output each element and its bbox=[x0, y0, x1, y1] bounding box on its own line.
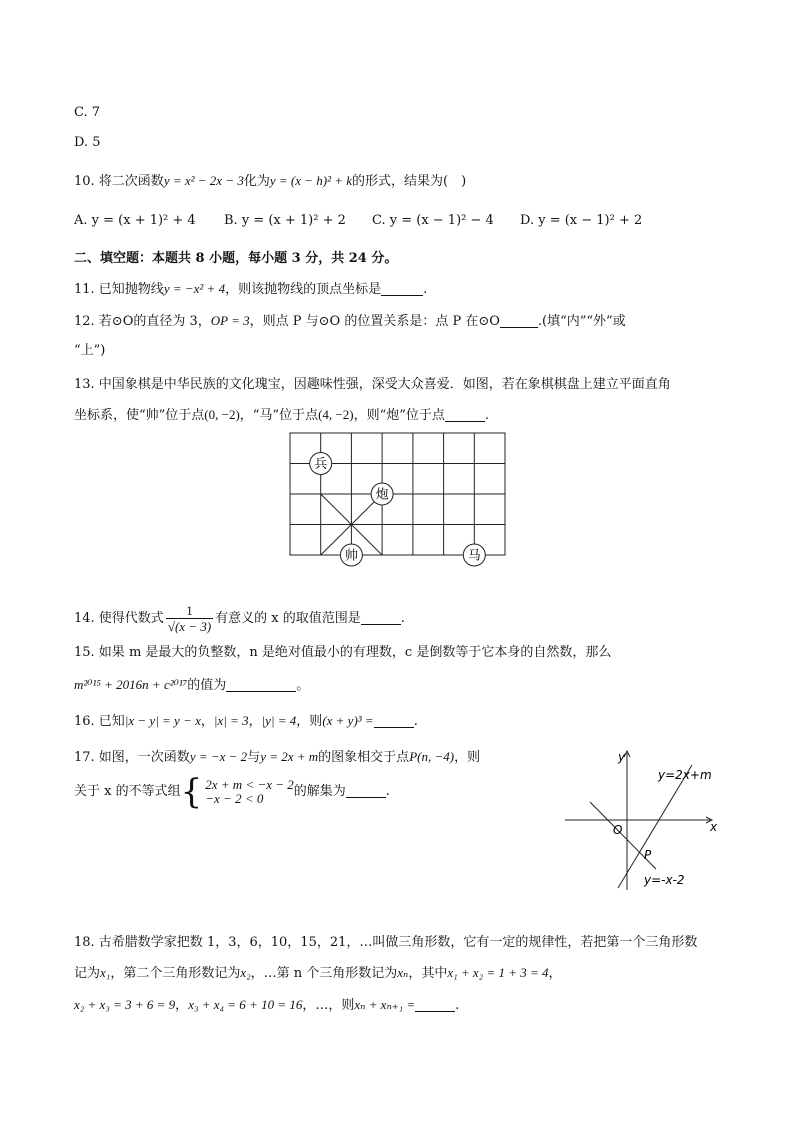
question-13-line2 bbox=[74, 406, 489, 425]
q18-end: . bbox=[455, 998, 460, 1013]
origin-label: O bbox=[613, 823, 623, 837]
svg-text:帅: 帅 bbox=[344, 548, 358, 564]
q13-point-shuai: (0, −2) bbox=[204, 407, 240, 422]
q17-expr2: y = 2x + m bbox=[260, 749, 319, 764]
q11-prefix: 11. 已知抛物线 bbox=[74, 282, 164, 297]
question-17-line2 bbox=[74, 772, 390, 812]
chess-board-figure bbox=[285, 428, 515, 570]
piece-ma bbox=[463, 544, 485, 566]
q17-text-b: 的解集为 bbox=[293, 784, 346, 799]
svg-text:炮: 炮 bbox=[375, 487, 389, 503]
q14-suffix: 有意义的 x 的取值范围是 bbox=[215, 611, 361, 626]
q18-x2: x₂ bbox=[240, 965, 251, 980]
q14-fraction bbox=[166, 604, 213, 634]
point-p-label: P bbox=[644, 848, 652, 862]
q11-expr: y = −x² + 4 bbox=[163, 281, 226, 296]
q18-text-b: ，第二个三角形数记为 bbox=[110, 966, 241, 981]
q11-end: . bbox=[423, 282, 428, 297]
q10-mid: 化为 bbox=[243, 174, 270, 189]
q18-expr2: x₂ + x₃ = 3 + 6 = 9 bbox=[74, 997, 176, 1012]
question-15-line2 bbox=[74, 676, 309, 695]
q16-end: . bbox=[413, 714, 418, 729]
q18-text-a: 记为 bbox=[74, 966, 101, 981]
q13-text-c: ，则“炮”位于点 bbox=[353, 408, 445, 423]
question-17-line1 bbox=[74, 748, 480, 767]
q13-point-ma: (4, −2) bbox=[318, 407, 354, 422]
q18-expr1: x₁ + x₂ = 1 + 3 = 4 bbox=[447, 965, 549, 980]
svg-text:兵: 兵 bbox=[314, 457, 328, 472]
q12-suffix: ，则点 P 与⊙O 的位置关系是：点 P 在⊙O bbox=[249, 314, 500, 329]
piece-pao bbox=[371, 483, 393, 505]
q16-expr1: |x − y| = y − x bbox=[124, 713, 201, 728]
line-y-2x-m bbox=[618, 765, 692, 888]
question-12-line2: “上”) bbox=[74, 343, 106, 358]
q18-x1: x₁ bbox=[100, 965, 111, 980]
q18-text-c: ，…第 n 个三角形数记为 bbox=[250, 966, 398, 981]
question-11 bbox=[74, 280, 427, 299]
q15-expr: m²⁰¹⁵ + 2016n + c²⁰¹⁷ bbox=[74, 677, 188, 692]
question-10-options bbox=[74, 212, 642, 230]
q17-mid: 与 bbox=[247, 750, 261, 765]
q14-prefix: 14. 使得代数式 bbox=[74, 611, 164, 626]
svg-text:马: 马 bbox=[467, 548, 481, 564]
q13-text-a: 坐标系，使“帅”位于点 bbox=[74, 408, 205, 423]
line1-label: y=2x+m bbox=[658, 768, 712, 782]
q16-expr3: |y| = 4 bbox=[261, 713, 297, 728]
q13-blank[interactable] bbox=[445, 407, 485, 422]
q10-option-d: D. y = (x − 1)² + 2 bbox=[520, 213, 643, 228]
q17-end2: . bbox=[385, 784, 390, 799]
q14-blank[interactable] bbox=[361, 610, 401, 625]
q11-blank[interactable] bbox=[381, 281, 423, 296]
question-12 bbox=[74, 312, 626, 331]
q17-end: ，则 bbox=[454, 750, 481, 765]
board-grid bbox=[290, 433, 505, 555]
x-axis-label: x bbox=[710, 820, 718, 834]
q12-blank[interactable] bbox=[500, 313, 538, 328]
q13-end: . bbox=[484, 408, 490, 423]
q16-mid: ，则 bbox=[296, 714, 323, 729]
q10-option-c: C. y = (x − 1)² − 4 bbox=[372, 213, 494, 228]
q11-suffix: ，则该抛物线的顶点坐标是 bbox=[225, 282, 382, 297]
q16-prefix: 16. 已知 bbox=[74, 714, 125, 729]
q12-expr: OP = 3 bbox=[210, 313, 250, 328]
question-15-line1: 15. 如果 m 是最大的负整数，n 是绝对值最小的有理数，c 是倒数等于它本身的自然数，那么 bbox=[74, 645, 612, 660]
q16-expr4: (x + y)³ = bbox=[322, 713, 374, 728]
q14-denominator: √(x − 3) bbox=[167, 618, 212, 634]
q18-xn: xₙ bbox=[397, 965, 409, 980]
q14-end: . bbox=[400, 611, 405, 626]
q16-blank[interactable] bbox=[374, 713, 414, 728]
question-18-line3: x₂ + x₃ = 3 + 6 = 9，x₃ + x₄ = 6 + 10 = 16，…，则xₙ + xₙ₊₁ = . bbox=[74, 997, 460, 1013]
q18-expr3: x₃ + x₄ = 6 + 10 = 16 bbox=[188, 997, 303, 1012]
q17-blank[interactable] bbox=[346, 783, 386, 798]
question-10 bbox=[74, 172, 466, 191]
q18-expr4: xₙ + xₙ₊₁ = bbox=[354, 997, 416, 1012]
q17-prefix: 17. 如图，一次函数 bbox=[74, 750, 190, 765]
q17-row1: 2x + m < −x − 2 bbox=[205, 776, 294, 792]
q17-suffix: 的图象相交于点 bbox=[318, 750, 410, 765]
question-14 bbox=[74, 602, 405, 636]
y-axis-label: y bbox=[618, 750, 626, 764]
line2-label: y=-x-2 bbox=[644, 873, 685, 887]
section-2-heading: 二、填空题：本题共 8 小题，每小题 3 分，共 24 分。 bbox=[74, 251, 398, 266]
q14-numerator: 1 bbox=[186, 602, 193, 618]
q17-expr3: P(n, −4) bbox=[409, 749, 455, 764]
q16-expr2: |x| = 3 bbox=[213, 713, 249, 728]
piece-shuai bbox=[340, 544, 362, 566]
q10-prefix: 10. 将二次函数 bbox=[74, 174, 164, 189]
option-d: D. 5 bbox=[74, 135, 101, 150]
option-c: C. 7 bbox=[74, 105, 101, 120]
piece-bing bbox=[310, 453, 332, 475]
q15-end: 。 bbox=[296, 678, 310, 693]
q10-option-a: A. y = (x + 1)² + 4 bbox=[74, 213, 196, 228]
q15-blank[interactable] bbox=[226, 677, 296, 692]
q18-blank[interactable] bbox=[415, 997, 455, 1012]
question-16: 16. 已知|x − y| = y − x，|x| = 3，|y| = 4，则(x + y)³ = . bbox=[74, 713, 418, 729]
q18-text-mid: ，…，则 bbox=[302, 998, 355, 1013]
q15-suffix: 的值为 bbox=[187, 678, 227, 693]
question-13-line1: 13. 中国象棋是中华民族的文化瑰宝，因趣味性强，深受大众喜爱．如图，若在象棋棋盘上建立平面直角 bbox=[74, 377, 671, 392]
q17-inequality-system: { 2x + m < −x − 2 −x − 2 < 0 bbox=[180, 771, 294, 812]
question-18-line1: 18. 古希腊数学家把数 1，3，6，10，15，21，…叫做三角形数，它有一定的规律性，若把第一个三角形数 bbox=[74, 935, 698, 950]
q10-expr2: y = (x − h)² + k bbox=[269, 173, 353, 188]
q13-text-b: ，“马”位于点 bbox=[239, 408, 319, 423]
q17-row2: −x − 2 < 0 bbox=[205, 790, 264, 806]
question-18-line2: 记为x₁，第二个三角形数记为x₂，…第 n 个三角形数记为xₙ，其中x₁ + x₂ = 1 + 3 = 4， bbox=[74, 965, 562, 981]
q17-text-a: 关于 x 的不等式组 bbox=[74, 784, 181, 799]
q10-expr1: y = x² − 2x − 3 bbox=[163, 173, 244, 188]
q10-suffix: 的形式，结果为( ) bbox=[352, 174, 467, 189]
q10-option-b: B. y = (x + 1)² + 2 bbox=[224, 213, 346, 228]
q17-expr1: y = −x − 2 bbox=[189, 749, 248, 764]
q12-prefix: 12. 若⊙O的直径为 3， bbox=[74, 314, 211, 329]
function-graph-figure bbox=[560, 745, 730, 895]
q12-end: .(填“内”“外”或 bbox=[537, 314, 626, 329]
q18-text-d: ，其中 bbox=[408, 966, 448, 981]
